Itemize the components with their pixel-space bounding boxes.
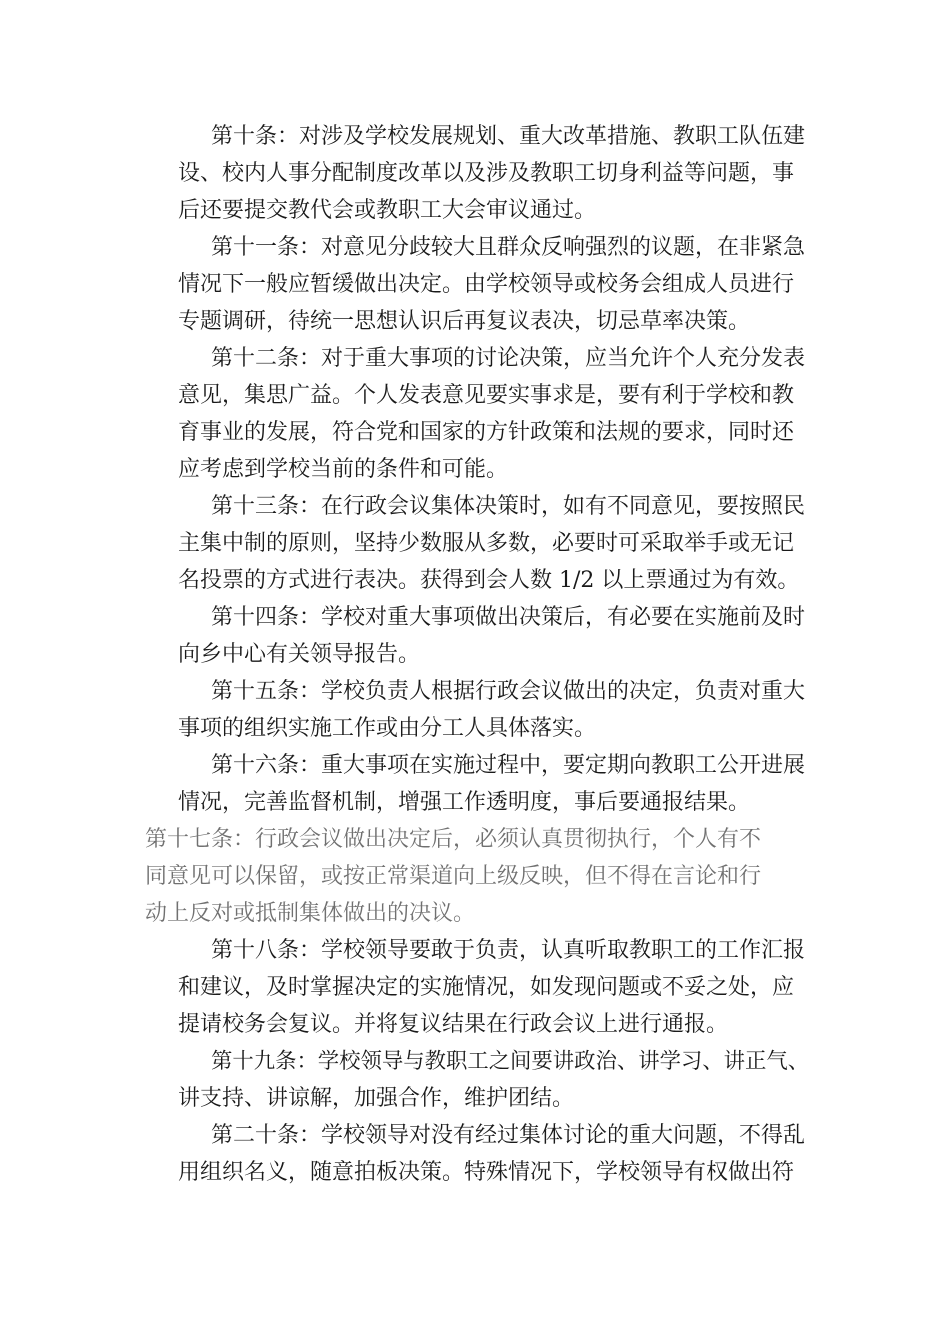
article-line: 动上反对或抵制集体做出的决议。 [145,901,476,926]
article-line: 第二十条：学校领导对没有经过集体讨论的重大问题，不得乱 [211,1123,806,1148]
article-line: 育事业的发展，符合党和国家的方针政策和法规的要求，同时还 [178,420,795,445]
article-line: 第十二条：对于重大事项的讨论决策，应当允许个人充分发表 [211,346,806,371]
article-line: 专题调研，待统一思想认识后再复议表决，切忌草率决策。 [178,309,751,334]
article-line: 第十九条：学校领导与教职工之间要讲政治、讲学习、讲正气、 [211,1049,810,1074]
article-line: 事项的组织实施工作或由分工人具体落实。 [178,716,597,741]
article-line: 和建议，及时掌握决定的实施情况，如发现问题或不妥之处，应 [178,975,795,1000]
article-20 [145,1117,810,1191]
article-16 [145,747,810,821]
article-15 [145,673,810,747]
article-line: 名投票的方式进行表决。获得到会人数 1/2 以上票通过为有效。 [178,568,800,593]
article-line: 用组织名义，随意拍板决策。特殊情况下，学校领导有权做出符 [178,1160,795,1185]
article-line: 意见，集思广益。个人发表意见要实事求是，要有利于学校和教 [178,383,795,408]
article-19 [145,1043,810,1117]
article-line: 第十三条：在行政会议集体决策时，如有不同意见，要按照民 [211,494,806,519]
article-14 [145,599,810,673]
article-line: 主集中制的原则，坚持少数服从多数，必要时可采取举手或无记 [178,531,795,556]
article-line: 第十五条：学校负责人根据行政会议做出的决定，负责对重大 [211,679,806,704]
article-13 [145,488,810,599]
article-18 [145,932,810,1043]
article-line: 情况下一般应暂缓做出决定。由学校领导或校务会组成人员进行 [178,272,795,297]
article-line: 第十四条：学校对重大事项做出决策后，有必要在实施前及时 [211,605,806,630]
article-line: 后还要提交教代会或教职工大会审议通过。 [178,198,597,223]
article-line: 第十八条：学校领导要敢于负责，认真听取教职工的工作汇报 [211,938,806,963]
article-10 [145,118,810,229]
article-11 [145,229,810,340]
article-line: 第十条：对涉及学校发展规划、重大改革措施、教职工队伍建 [211,124,806,149]
article-line: 提请校务会复议。并将复议结果在行政会议上进行通报。 [178,1012,729,1037]
article-17 [145,821,810,932]
article-line: 设、校内人事分配制度改革以及涉及教职工切身利益等问题，事 [178,161,795,186]
article-line: 第十六条：重大事项在实施过程中，要定期向教职工公开进展 [211,753,806,778]
article-12 [145,340,810,488]
document-page [145,118,810,1191]
article-line: 讲支持、讲谅解，加强合作，维护团结。 [178,1086,575,1111]
article-line: 第十七条：行政会议做出决定后，必须认真贯彻执行，个人有不 [145,827,762,852]
article-line: 向乡中心有关领导报告。 [178,642,421,667]
article-line: 情况，完善监督机制，增强工作透明度，事后要通报结果。 [178,790,751,815]
article-line: 第十一条：对意见分歧较大且群众反响强烈的议题，在非紧急 [211,235,806,260]
article-line: 应考虑到学校当前的条件和可能。 [178,457,509,482]
article-line: 同意见可以保留，或按正常渠道向上级反映，但不得在言论和行 [145,864,762,889]
